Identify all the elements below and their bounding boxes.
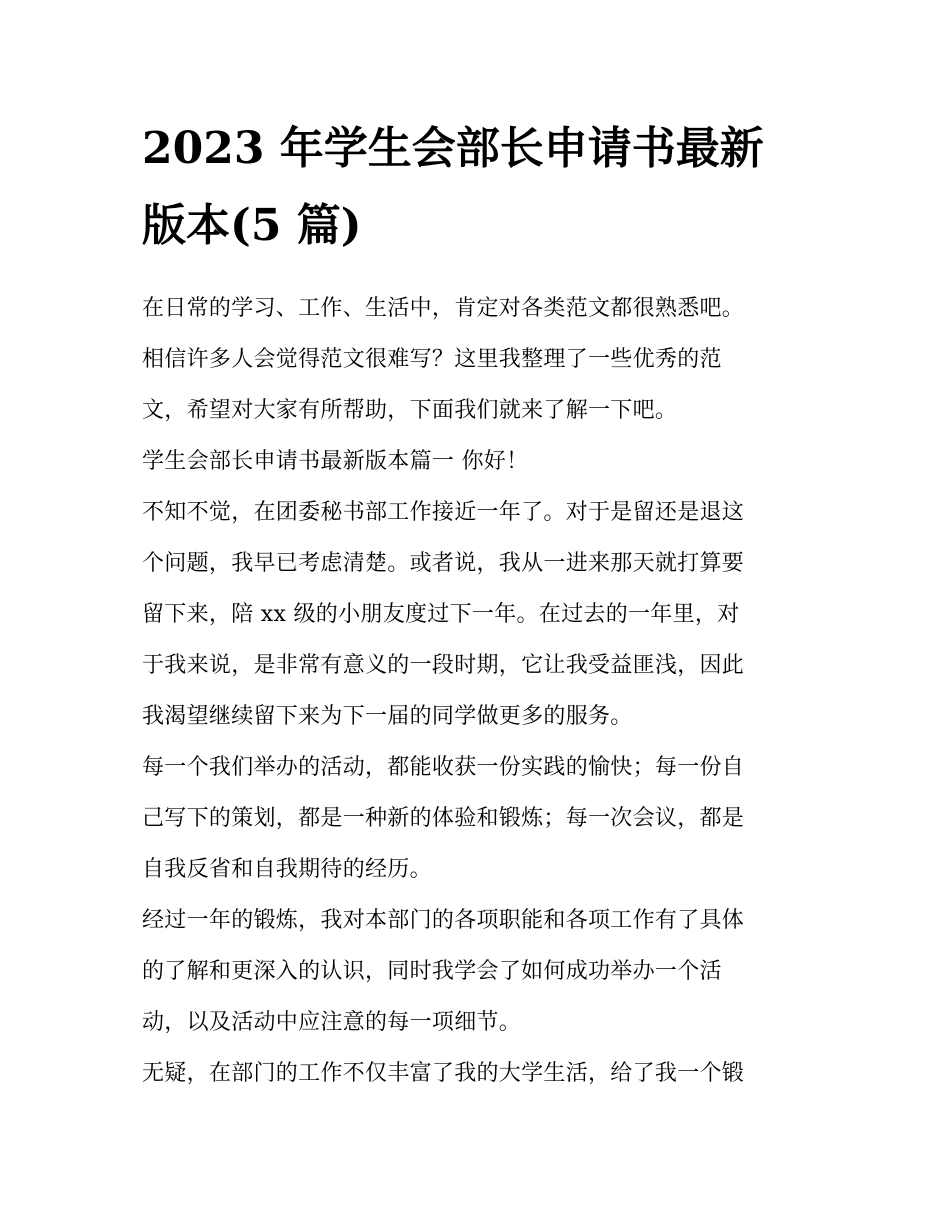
document-title <box>142 110 822 264</box>
body-line: 文，希望对大家有所帮助，下面我们就来了解一下吧。 <box>142 398 678 423</box>
body-line: 留下来，陪 xx 级的小朋友度过下一年。在过去的一年里，对 <box>142 602 740 627</box>
body-line: 无疑，在部门的工作不仅丰富了我的大学生活，给了我一个锻 <box>142 1061 745 1086</box>
body-line: 相信许多人会觉得范文很难写？这里我整理了一些优秀的范 <box>142 347 722 372</box>
body-line: 经过一年的锻炼，我对本部门的各项职能和各项工作有了具体 <box>142 908 745 933</box>
body-line: 动，以及活动中应注意的每一项细节。 <box>142 1010 522 1035</box>
body-line: 自我反省和自我期待的经历。 <box>142 857 432 882</box>
body-line: 个问题，我早已考虑清楚。或者说，我从一进来那天就打算要 <box>142 551 745 576</box>
section-heading-line: 学生会部长申请书最新版本篇一 你好！ <box>142 449 529 474</box>
title-line-2: 版本(5 篇) <box>142 200 362 251</box>
body-line: 我渴望继续留下来为下一届的同学做更多的服务。 <box>142 704 633 729</box>
body-line: 不知不觉，在团委秘书部工作接近一年了。对于是留还是退这 <box>142 500 745 525</box>
body-line: 在日常的学习、工作、生活中，肯定对各类范文都很熟悉吧。 <box>142 296 745 321</box>
body-line: 己写下的策划，都是一种新的体验和锻炼；每一次会议，都是 <box>142 806 745 831</box>
body-line: 的了解和更深入的认识，同时我学会了如何成功举办一个活 <box>142 959 722 984</box>
title-line-1: 2023 年学生会部长申请书最新 <box>142 123 764 174</box>
document-content <box>142 110 822 1099</box>
body-line: 于我来说，是非常有意义的一段时期，它让我受益匪浅，因此 <box>142 653 745 678</box>
document-body <box>142 283 822 1099</box>
body-line: 每一个我们举办的活动，都能收获一份实践的愉快；每一份自 <box>142 755 745 780</box>
